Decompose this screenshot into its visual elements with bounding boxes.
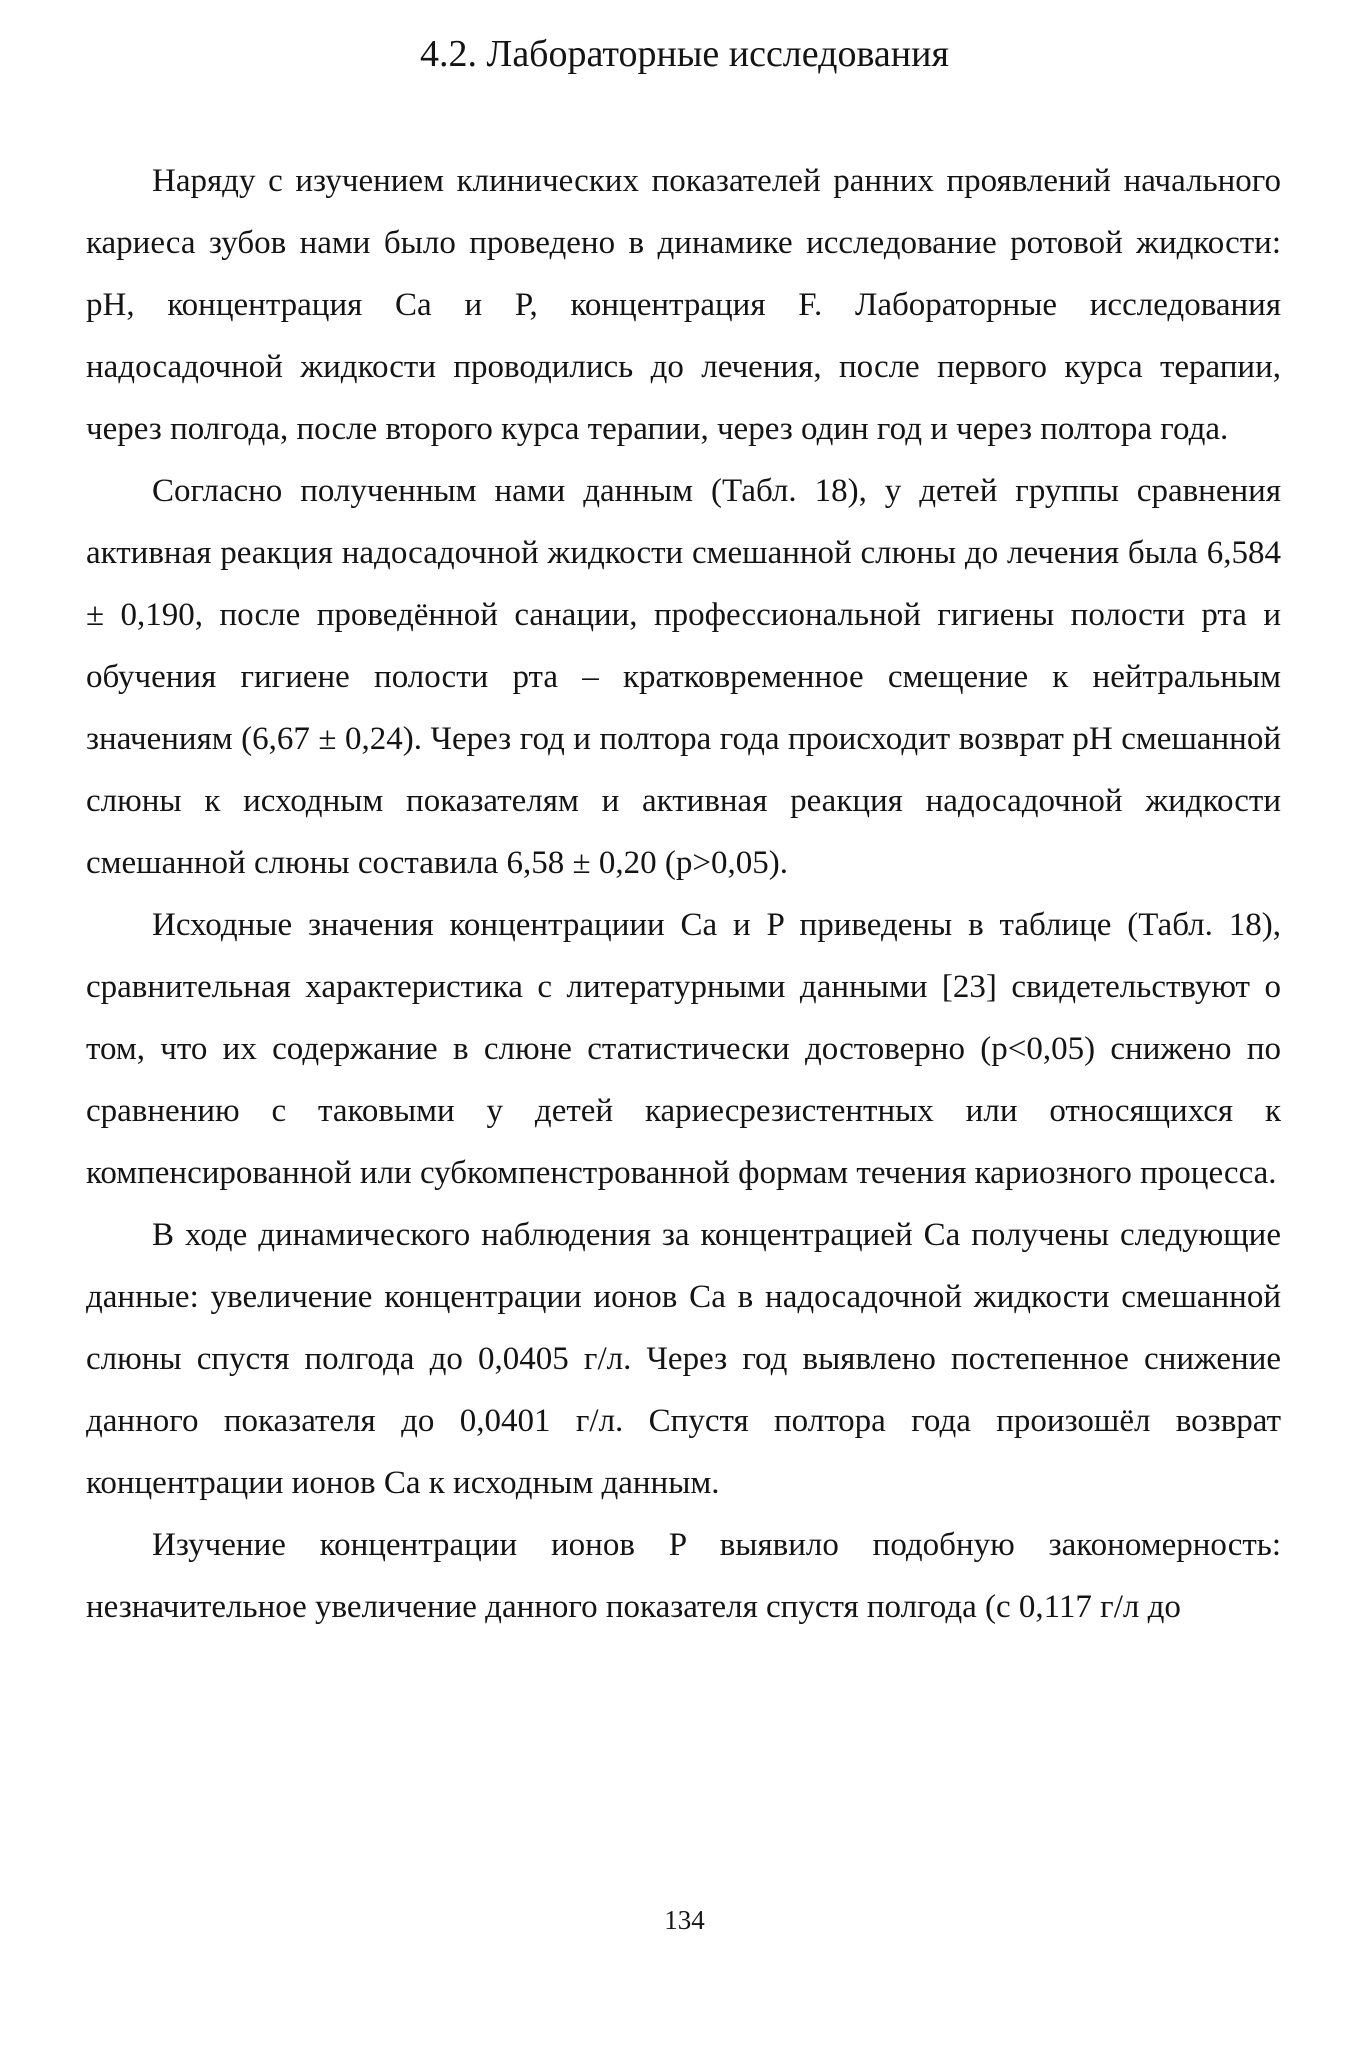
paragraph-intro: Наряду с изучением клинических показателей ранних проявлений начального кариеса зубов нами было проведено в динамике исследование ротовой жидкости: pH, концентрация Ca и P, концентрация F. Лабораторные исследования надосадочной жидкости проводились до лечения, после первого курса терапии, через полгода, после второго курса терапии, через один год и через полтора года. [86, 163, 1281, 447]
section-title: 4.2. Лабораторные исследования [420, 33, 949, 75]
page-number: 134 [664, 1905, 705, 1935]
paragraph-p-dynamics: Изучение концентрации ионов P выявило подобную закономерность: незначительное увеличение данного показателя спустя полгода (с 0,117 г/л до [86, 1527, 1281, 1625]
paragraph-ca-p-baseline: Исходные значения концентрациии Ca и P приведены в таблице (Табл. 18), сравнительная характеристика с литературными данными [23] свидетельствуют о том, что их содержание в слюне статистически достоверно (p<0,05) снижено по сравнению с таковыми у детей кариесрезистентных или относящихся к компенсированной или субкомпенстрованной формам течения кариозного процесса. [86, 907, 1281, 1191]
paragraph-ph-results: Согласно полученным нами данным (Табл. 18), у детей группы сравнения активная реакция надосадочной жидкости смешанной слюны до лечения была 6,584 ± 0,190, после проведённой санации, профессиональной гигиены полости рта и обучения гигиене полости рта – кратковременное смещение к нейтральным значениям (6,67 ± 0,24). Через год и полтора года происходит возврат pH смешанной слюны к исходным показателям и активная реакция надосадочной жидкости смешанной слюны составила 6,58 ± 0,20 (p>0,05). [86, 473, 1281, 881]
paragraph-ca-dynamics: В ходе динамического наблюдения за концентрацией Ca получены следующие данные: увеличение концентрации ионов Ca в надосадочной жидкости смешанной слюны спустя полгода до 0,0405 г/л. Через год выявлено постепенное снижение данного показателя до 0,0401 г/л. Спустя полтора года произошёл возврат концентрации ионов Ca к исходным данным. [86, 1217, 1281, 1501]
body-text [86, 150, 1281, 1638]
